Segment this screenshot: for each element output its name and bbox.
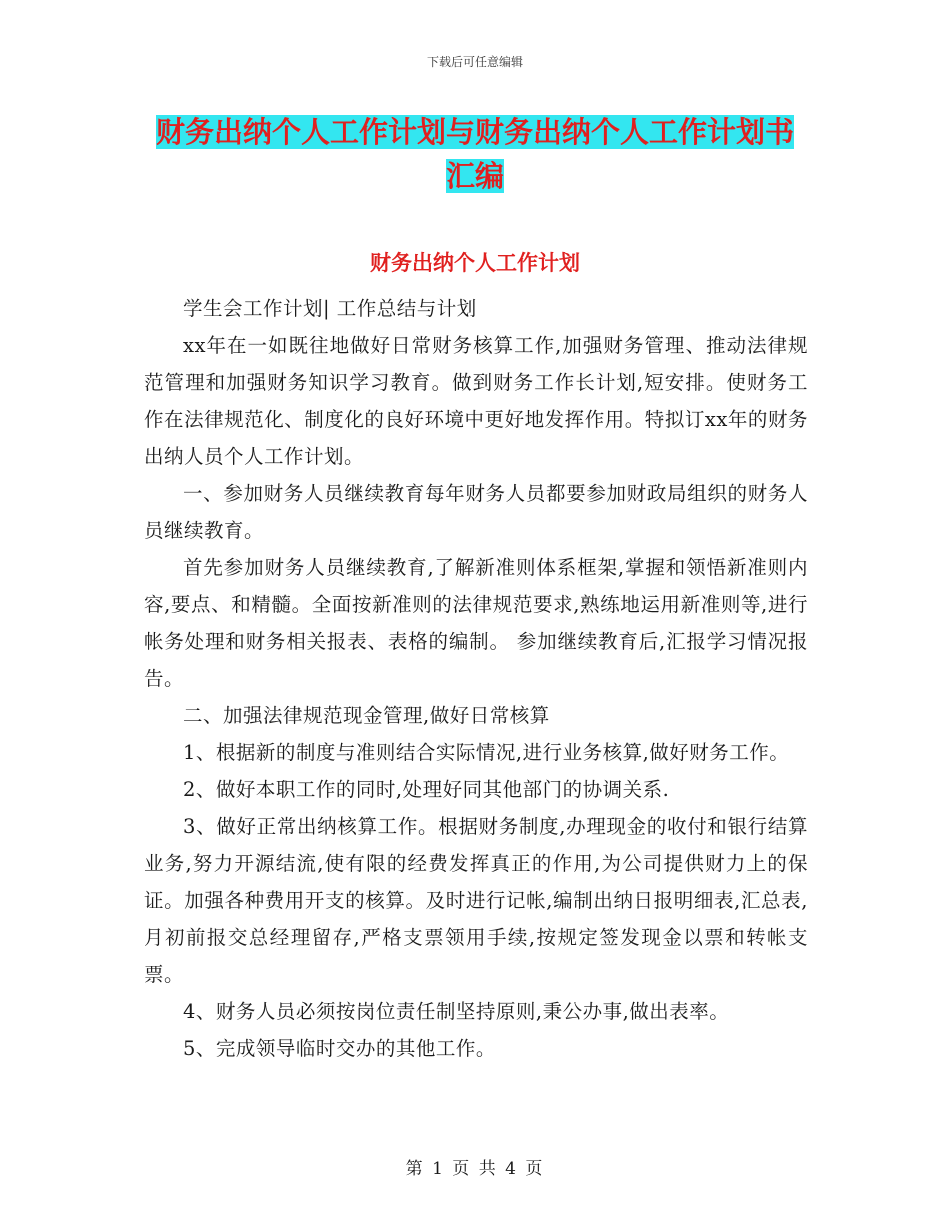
paragraph-7: 2、做好本职工作的同时,处理好同其他部门的协调关系. xyxy=(183,778,670,801)
header-note: 下载后可任意编辑 xyxy=(426,55,523,69)
document-title-text: 财务出纳个人工作计划与财务出纳个人工作计划书汇编 xyxy=(155,115,794,193)
page-footer: 第 1 页 共 4 页 xyxy=(405,1159,545,1179)
paragraph-2: xx年在一如既往地做好日常财务核算工作,加强财务管理、推动法律规范管理和加强财务知识学习教育。做到财务工作长计划,短安排。使财务工作在法律规范化、制度化的良好环境中更好地发挥作用。特拟订xx年的财务出纳人员个人工作计划。 xyxy=(144,334,808,468)
paragraph-10: 5、完成领导临时交办的其他工作。 xyxy=(183,1037,496,1060)
paragraph-4: 首先参加财务人员继续教育,了解新准则体系框架,掌握和领悟新准则内容,要点、和精髓。全面按新准则的法律规范要求,熟练地运用新准则等,进行帐务处理和财务相关报表、表格的编制。 参加继续教育后,汇报学习情况报告。 xyxy=(144,556,808,690)
paragraph-1: 学生会工作计划| 工作总结与计划 xyxy=(183,297,477,320)
paragraph-8: 3、做好正常出纳核算工作。根据财务制度,办理现金的收付和银行结算业务,努力开源结流,使有限的经费发挥真正的作用,为公司提供财力上的保证。加强各种费用开支的核算。及时进行记帐,编制出纳日报明细表,汇总表,月初前报交总经理留存,严格支票领用手续,按规定签发现金以票和转帐支票。 xyxy=(144,815,808,986)
paragraph-5: 二、加强法律规范现金管理,做好日常核算 xyxy=(183,704,550,727)
section-title: 财务出纳个人工作计划 xyxy=(370,251,580,275)
paragraph-6: 1、根据新的制度与准则结合实际情况,进行业务核算,做好财务工作。 xyxy=(183,741,790,764)
document-title xyxy=(144,110,806,198)
document-body xyxy=(144,290,808,1067)
paragraph-3: 一、参加财务人员继续教育每年财务人员都要参加财政局组织的财务人员继续教育。 xyxy=(144,482,808,542)
paragraph-9: 4、财务人员必须按岗位责任制坚持原则,秉公办事,做出表率。 xyxy=(183,1000,730,1023)
